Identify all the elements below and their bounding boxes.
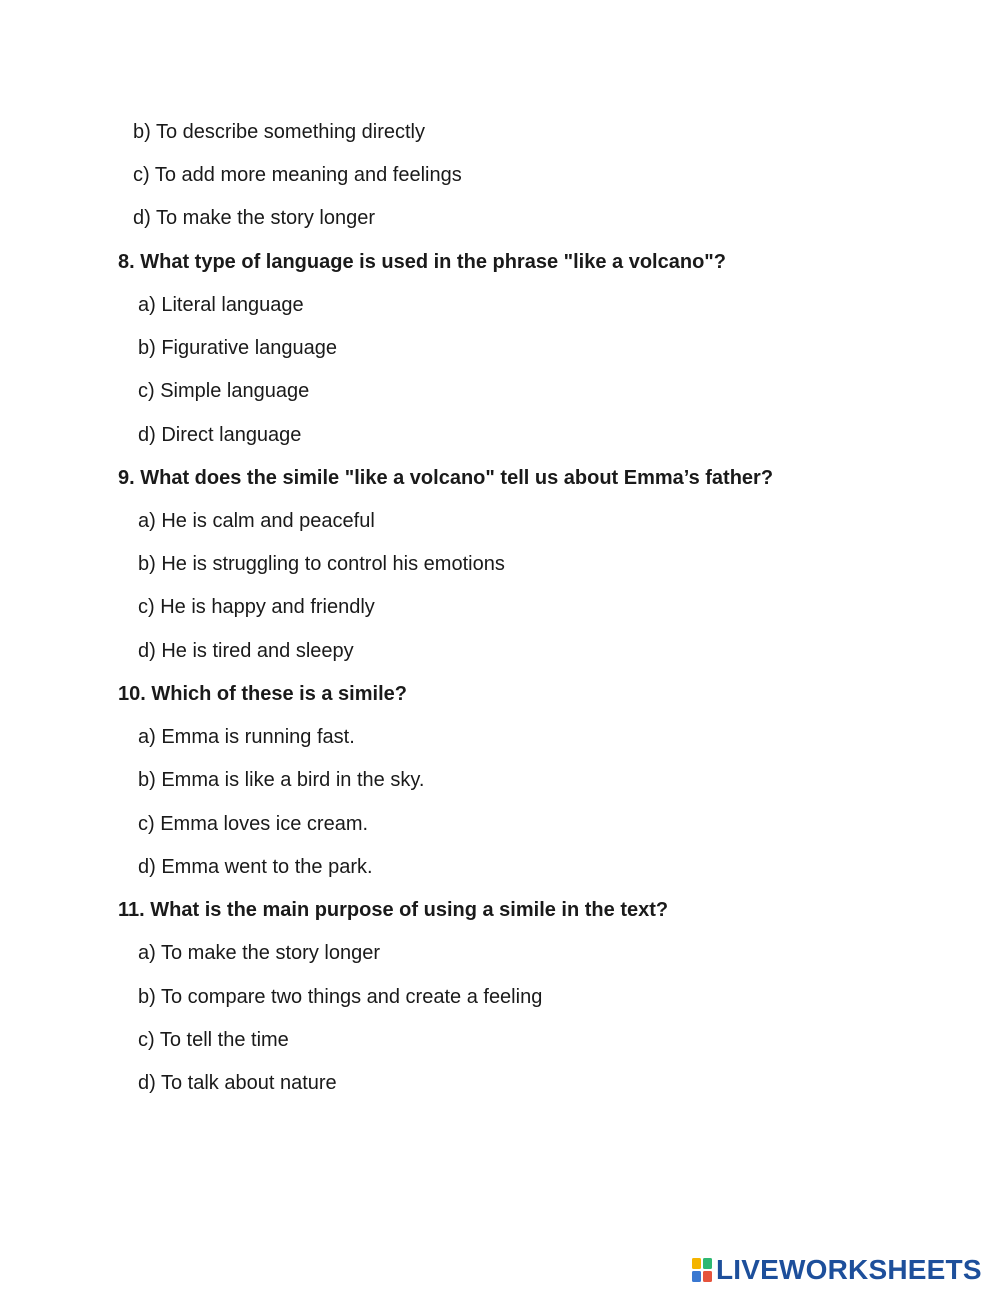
question-9: 9. What does the simile "like a volcano" tell us about Emma’s father? xyxy=(118,467,774,489)
question-8-option-c: c) Simple language xyxy=(138,380,310,402)
question-8-option-d: d) Direct language xyxy=(138,424,302,446)
continued-option-b: b) To describe something directly xyxy=(133,121,425,143)
question-9-option-c: c) He is happy and friendly xyxy=(138,596,375,618)
question-10: 10. Which of these is a simile? xyxy=(118,683,407,705)
question-11-option-d: d) To talk about nature xyxy=(138,1072,337,1094)
question-8-option-b: b) Figurative language xyxy=(138,337,338,359)
question-10-option-d: d) Emma went to the park. xyxy=(138,856,373,878)
question-9-option-b: b) He is struggling to control his emotions xyxy=(138,553,505,575)
liveworksheets-logo-icon xyxy=(692,1258,712,1282)
logo-icon-cell-red xyxy=(703,1271,712,1282)
question-11: 11. What is the main purpose of using a simile in the text? xyxy=(118,899,669,921)
logo-icon-cell-blue xyxy=(692,1271,701,1282)
question-9-option-a: a) He is calm and peaceful xyxy=(138,510,375,532)
question-11-option-b: b) To compare two things and create a feeling xyxy=(138,986,543,1008)
question-11-option-c: c) To tell the time xyxy=(138,1029,289,1051)
question-11-option-a: a) To make the story longer xyxy=(138,942,380,964)
logo-icon-cell-green xyxy=(703,1258,712,1269)
question-10-option-b: b) Emma is like a bird in the sky. xyxy=(138,769,425,791)
question-8-option-a: a) Literal language xyxy=(138,294,304,316)
question-10-option-a: a) Emma is running fast. xyxy=(138,726,355,748)
liveworksheets-logo-text: LIVEWORKSHEETS xyxy=(716,1254,982,1285)
question-9-option-d: d) He is tired and sleepy xyxy=(138,640,354,662)
logo-icon-cell-yellow xyxy=(692,1258,701,1269)
continued-option-c: c) To add more meaning and feelings xyxy=(133,164,462,186)
question-10-option-c: c) Emma loves ice cream. xyxy=(138,813,369,835)
liveworksheets-logo[interactable] xyxy=(692,1255,982,1285)
question-8: 8. What type of language is used in the phrase "like a volcano"? xyxy=(118,251,726,273)
continued-option-d: d) To make the story longer xyxy=(133,207,375,229)
